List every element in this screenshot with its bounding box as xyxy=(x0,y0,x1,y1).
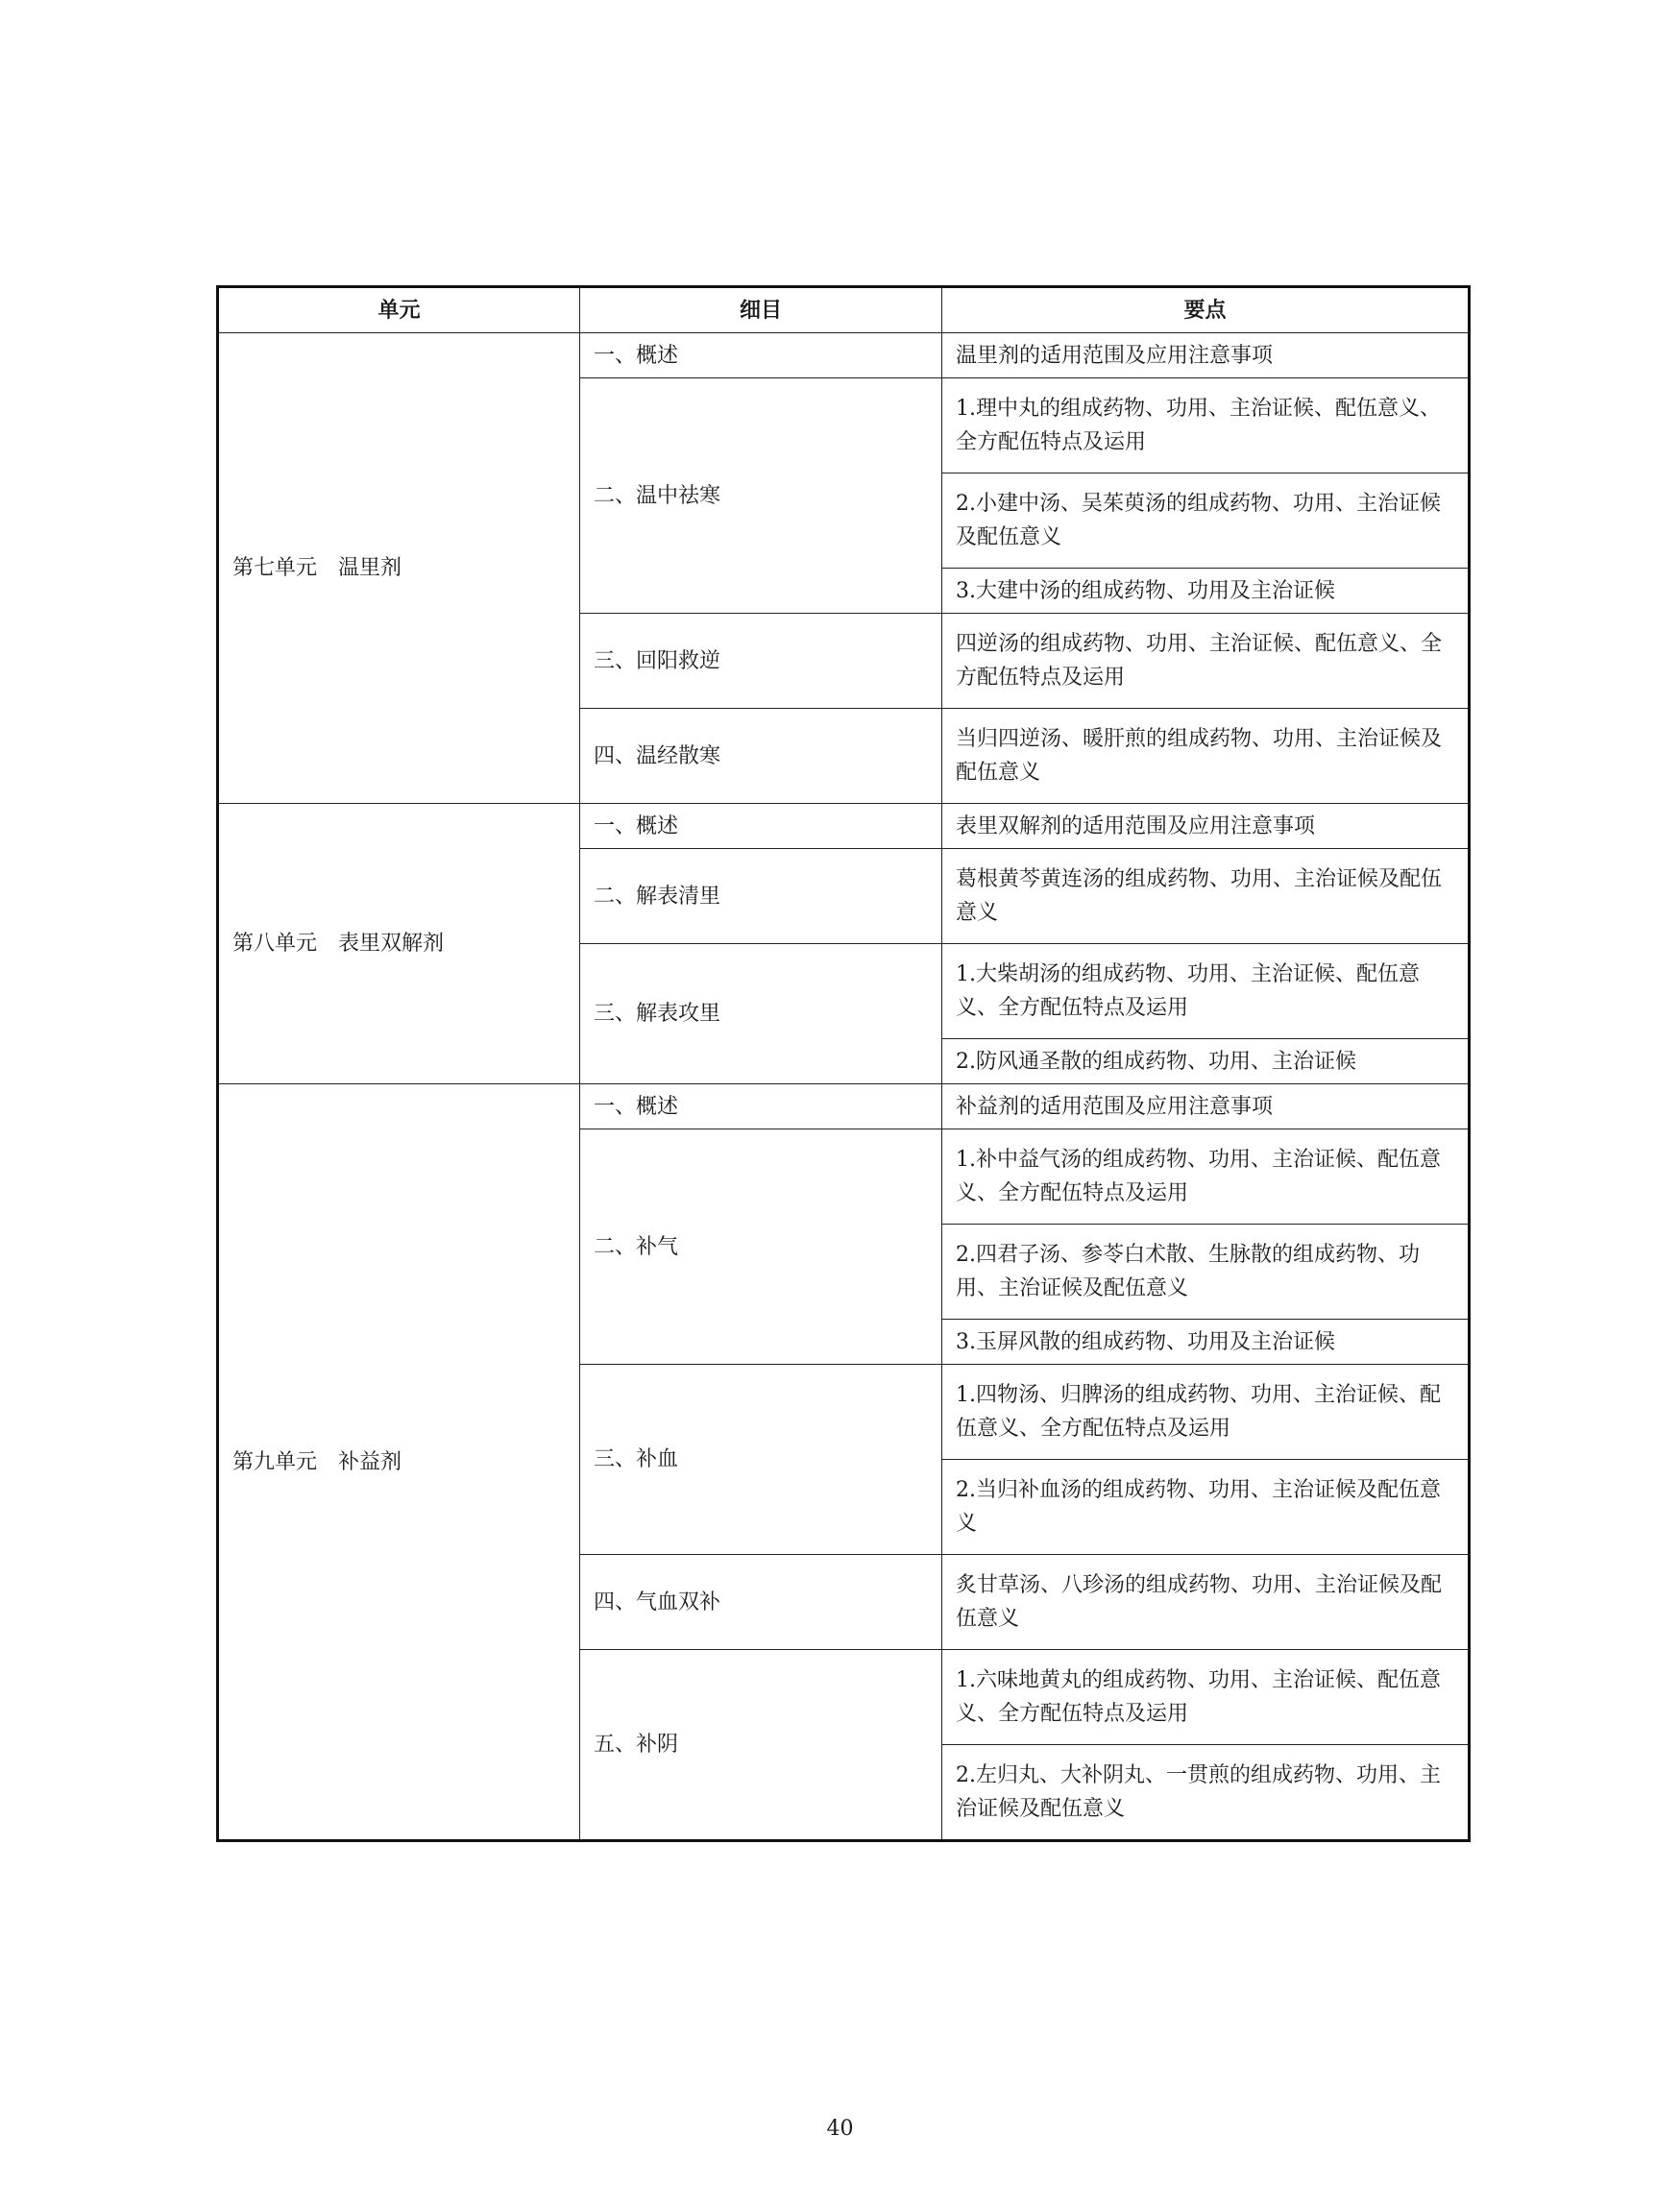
table-row xyxy=(218,333,1470,378)
point-text: 炙甘草汤、八珍汤的组成药物、功用、主治证候及配伍意义 xyxy=(942,1555,1470,1650)
header-item: 细目 xyxy=(580,287,942,333)
point-text: 葛根黄芩黄连汤的组成药物、功用、主治证候及配伍意义 xyxy=(942,849,1470,944)
point-text: 1.补中益气汤的组成药物、功用、主治证候、配伍意义、全方配伍特点及运用 xyxy=(942,1129,1470,1225)
point-text: 1.六味地黄丸的组成药物、功用、主治证候、配伍意义、全方配伍特点及运用 xyxy=(942,1650,1470,1745)
unit-name: 第八单元 表里双解剂 xyxy=(218,804,580,1084)
header-points: 要点 xyxy=(942,287,1470,333)
item-title: 一、概述 xyxy=(580,1084,942,1129)
point-text: 2.小建中汤、吴茱萸汤的组成药物、功用、主治证候及配伍意义 xyxy=(942,473,1470,569)
point-text: 1.四物汤、归脾汤的组成药物、功用、主治证候、配伍意义、全方配伍特点及运用 xyxy=(942,1365,1470,1460)
unit-name: 第九单元 补益剂 xyxy=(218,1084,580,1841)
item-title: 二、解表清里 xyxy=(580,849,942,944)
table-row xyxy=(218,804,1470,849)
item-title: 三、回阳救逆 xyxy=(580,614,942,709)
table-row xyxy=(218,1084,1470,1129)
point-text: 2.当归补血汤的组成药物、功用、主治证候及配伍意义 xyxy=(942,1460,1470,1555)
page-number: 40 xyxy=(826,2117,854,2141)
point-text: 温里剂的适用范围及应用注意事项 xyxy=(942,333,1470,378)
point-text: 2.防风通圣散的组成药物、功用、主治证候 xyxy=(942,1039,1470,1084)
item-title: 四、气血双补 xyxy=(580,1555,942,1650)
item-title: 二、温中祛寒 xyxy=(580,378,942,614)
point-text: 1.大柴胡汤的组成药物、功用、主治证候、配伍意义、全方配伍特点及运用 xyxy=(942,944,1470,1039)
point-text: 四逆汤的组成药物、功用、主治证候、配伍意义、全方配伍特点及运用 xyxy=(942,614,1470,709)
point-text: 2.左归丸、大补阴丸、一贯煎的组成药物、功用、主治证候及配伍意义 xyxy=(942,1745,1470,1841)
point-text: 1.理中丸的组成药物、功用、主治证候、配伍意义、全方配伍特点及运用 xyxy=(942,378,1470,473)
point-text: 3.玉屏风散的组成药物、功用及主治证候 xyxy=(942,1320,1470,1365)
point-text: 2.四君子汤、参苓白术散、生脉散的组成药物、功用、主治证候及配伍意义 xyxy=(942,1225,1470,1320)
point-text: 补益剂的适用范围及应用注意事项 xyxy=(942,1084,1470,1129)
item-title: 五、补阴 xyxy=(580,1650,942,1841)
item-title: 二、补气 xyxy=(580,1129,942,1365)
item-title: 四、温经散寒 xyxy=(580,709,942,804)
point-text: 当归四逆汤、暖肝煎的组成药物、功用、主治证候及配伍意义 xyxy=(942,709,1470,804)
point-text: 表里双解剂的适用范围及应用注意事项 xyxy=(942,804,1470,849)
table-header-row xyxy=(218,287,1470,333)
syllabus-table xyxy=(216,285,1471,1842)
point-text: 3.大建中汤的组成药物、功用及主治证候 xyxy=(942,569,1470,614)
item-title: 一、概述 xyxy=(580,804,942,849)
header-unit: 单元 xyxy=(218,287,580,333)
item-title: 三、解表攻里 xyxy=(580,944,942,1084)
item-title: 一、概述 xyxy=(580,333,942,378)
unit-name: 第七单元 温里剂 xyxy=(218,333,580,804)
item-title: 三、补血 xyxy=(580,1365,942,1555)
